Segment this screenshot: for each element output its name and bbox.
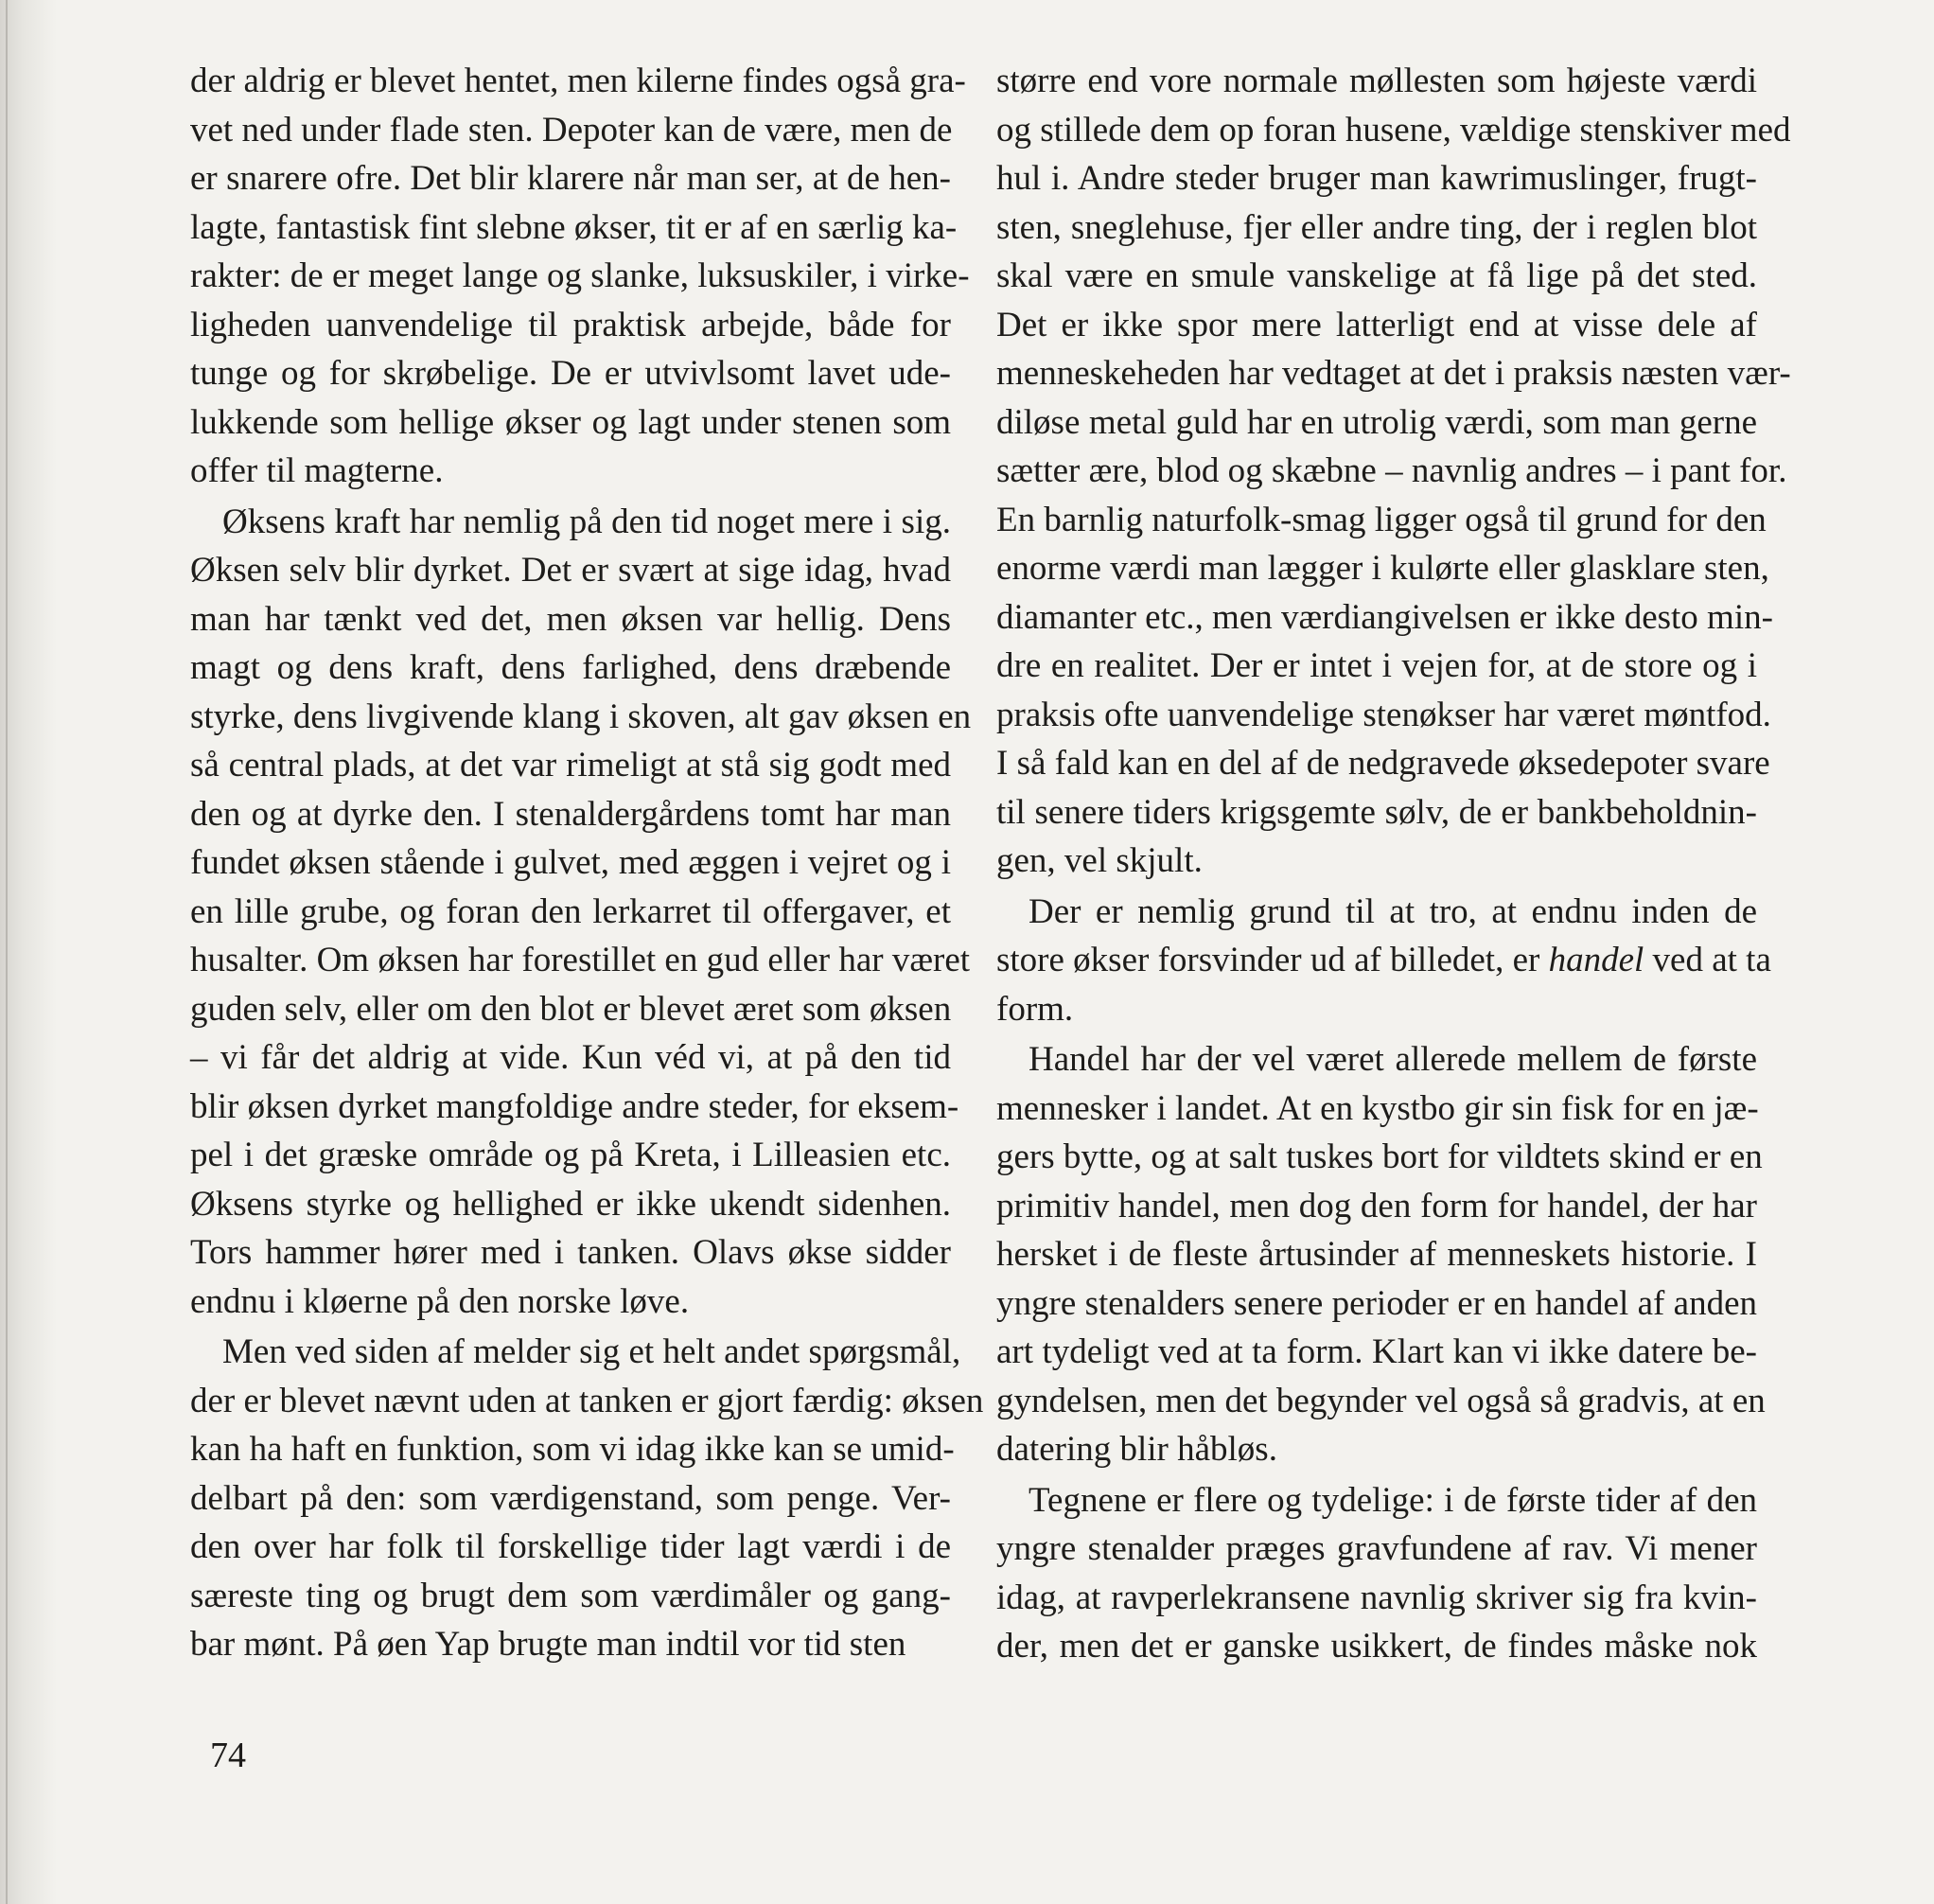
text-line: art tydeligt ved at ta form. Klart kan vi ikke datere be- [996, 1332, 1757, 1371]
text-line: offer til magterne. [190, 451, 444, 490]
text-line: form. [996, 989, 1074, 1029]
text-line: hersket i de fleste årtusinder af menneskets historie. I [996, 1235, 1757, 1274]
text-line: større end vore normale møllesten som højeste værdi [996, 62, 1757, 100]
text-line: sætter ære, blod og skæbne – navnlig andres – i pant for. [996, 451, 1787, 490]
text-line: praksis ofte uanvendelige stenøkser har været møntfod. [996, 695, 1771, 734]
text-line: Øksens styrke og hellighed er ikke ukendt sidenhen. [190, 1184, 951, 1224]
right-text-column [996, 57, 1791, 1673]
text-line: Øksens kraft har nemlig på den tid noget mere i sig. [222, 502, 951, 541]
paragraph [190, 57, 970, 496]
text-line: vet ned under flade sten. Depoter kan de være, men de [190, 110, 953, 150]
paragraph [190, 498, 972, 1327]
text-line: yngre stenalders senere perioder er en handel af anden [996, 1283, 1757, 1323]
text-line: – vi får det aldrig at vide. Kun véd vi, at på den tid [190, 1038, 951, 1077]
text-line: Der er nemlig grund til at tro, at endnu inden de [1029, 891, 1757, 931]
text-line: Øksen selv blir dyrket. Det er svært at sige idag, hvad [190, 551, 951, 590]
paragraph [190, 1328, 984, 1669]
text-line: endnu i kløerne på den norske løve. [190, 1281, 690, 1321]
text-line: husalter. Om øksen har forestillet en gud eller har været [190, 941, 971, 979]
text-line: datering blir håbløs. [996, 1430, 1277, 1469]
text-line: mennesker i landet. At en kystbo gir sin fisk for en jæ- [996, 1088, 1759, 1128]
text-line: til senere tiders krigsgemte sølv, de er bankbeholdnin- [996, 792, 1757, 832]
text-line: særeste ting og brugt dem som værdimåler og gang- [190, 1576, 951, 1615]
text-line: bar mønt. På øen Yap brugte man indtil vor tid sten [190, 1625, 906, 1664]
binding-edge [6, 0, 8, 1904]
text-line: gen, vel skjult. [996, 841, 1203, 880]
text-line: Det er ikke spor mere latterligt end at visse dele af [996, 305, 1757, 344]
text-line: primitiv handel, men dog den form for handel, der har [996, 1186, 1757, 1225]
text-line: den og at dyrke den. I stenaldergårdens tomt har man [190, 794, 951, 834]
text-line: er snarere ofre. Det blir klarere når man ser, at de hen- [190, 159, 951, 198]
text-line: lukkende som hellige økser og lagt under stenen som [190, 402, 951, 442]
text-line: der, men det er ganske usikkert, de findes måske nok [996, 1627, 1757, 1666]
page-edge-shadow [0, 0, 57, 1904]
text-line: der aldrig er blevet hentet, men kilerne findes også gra- [190, 62, 966, 100]
text-line: og stillede dem op foran husene, vældige stenskiver med [996, 110, 1791, 150]
text-line: styrke, dens livgivende klang i skoven, alt gav øksen en [190, 696, 972, 736]
text-line: så central plads, at det var rimeligt at stå sig godt med [190, 746, 951, 785]
page-number: 74 [210, 1736, 246, 1775]
paragraph [996, 1476, 1757, 1671]
text-line: kan ha haft en funktion, som vi idag ikke kan se umid- [190, 1430, 955, 1469]
text-line: gyndelsen, men det begynder vel også så gradvis, at en [996, 1381, 1766, 1420]
text-line: guden selv, eller om den blot er blevet æret som øksen [190, 989, 952, 1029]
text-line: rakter: de er meget lange og slanke, luksuskiler, i virke- [190, 256, 970, 295]
text-line: Men ved siden af melder sig et helt andet spørgsmål, [222, 1332, 961, 1371]
text-line: pel i det græske område og på Kreta, i Lilleasien etc. [190, 1136, 951, 1174]
text-line: I så fald kan en del af de nedgravede øksedepoter svare [996, 744, 1770, 783]
text-line: store økser forsvinder ud af billedet, er handel ved at ta [996, 941, 1771, 979]
text-line: blir øksen dyrket mangfoldige andre steder, for eksem- [190, 1086, 959, 1126]
paragraph [996, 888, 1771, 1034]
text-line: ligheden uanvendelige til praktisk arbejde, både for [190, 305, 951, 344]
paragraph [996, 1035, 1766, 1474]
text-line: magt og dens kraft, dens farlighed, dens dræbende [190, 648, 951, 687]
text-line: fundet øksen stående i gulvet, med æggen i vejret og i [190, 843, 951, 882]
text-line: diløse metal guld har en utrolig værdi, som man gerne [996, 402, 1757, 442]
text-line: der er blevet nævnt uden at tanken er gjort færdig: øksen [190, 1381, 984, 1420]
text-line: en lille grube, og foran den lerkarret til offergaver, et [190, 891, 951, 931]
text-line: Tegnene er flere og tydelige: i de første tider af den [1029, 1480, 1757, 1520]
text-line: diamanter etc., men værdiangivelsen er ikke desto min- [996, 597, 1773, 637]
text-line: yngre stenalder præges gravfundene af rav. Vi mener [996, 1529, 1757, 1568]
text-line: gers bytte, og at salt tuskes bort for vildtets skind er en [996, 1137, 1763, 1176]
text-line: sten, sneglehuse, fjer eller andre ting, der i reglen blot [996, 207, 1757, 247]
text-line: delbart på den: som værdigenstand, som penge. Ver- [190, 1478, 951, 1518]
text-line: hul i. Andre steder bruger man kawrimuslinger, frugt- [996, 159, 1757, 198]
text-line: Tors hammer hører med i tanken. Olavs økse sidder [190, 1233, 951, 1272]
paragraph [996, 57, 1791, 886]
text-line: tunge og for skrøbelige. De er utvivlsomt lavet ude- [190, 354, 951, 393]
text-line: lagte, fantastisk fint slebne økser, tit er af en særlig ka- [190, 207, 958, 247]
text-line: man har tænkt ved det, men øksen var hellig. Dens [190, 599, 951, 639]
left-text-column [190, 57, 984, 1671]
text-line: Handel har der vel været allerede mellem de første [1029, 1040, 1757, 1079]
text-line: den over har folk til forskellige tider lagt værdi i de [190, 1527, 951, 1566]
text-line: idag, at ravperlekransene navnlig skriver sig fra kvin- [996, 1578, 1757, 1617]
text-line: menneskeheden har vedtaget at det i praksis næsten vær- [996, 354, 1791, 393]
text-line: skal være en smule vanskelige at få lige på det sted. [996, 256, 1757, 295]
text-line: En barnlig naturfolk-smag ligger også til grund for den [996, 500, 1767, 539]
text-line: dre en realitet. Der er intet i vejen for, at de store og i [996, 646, 1757, 685]
text-line: enorme værdi man lægger i kulørte eller glasklare sten, [996, 549, 1769, 588]
